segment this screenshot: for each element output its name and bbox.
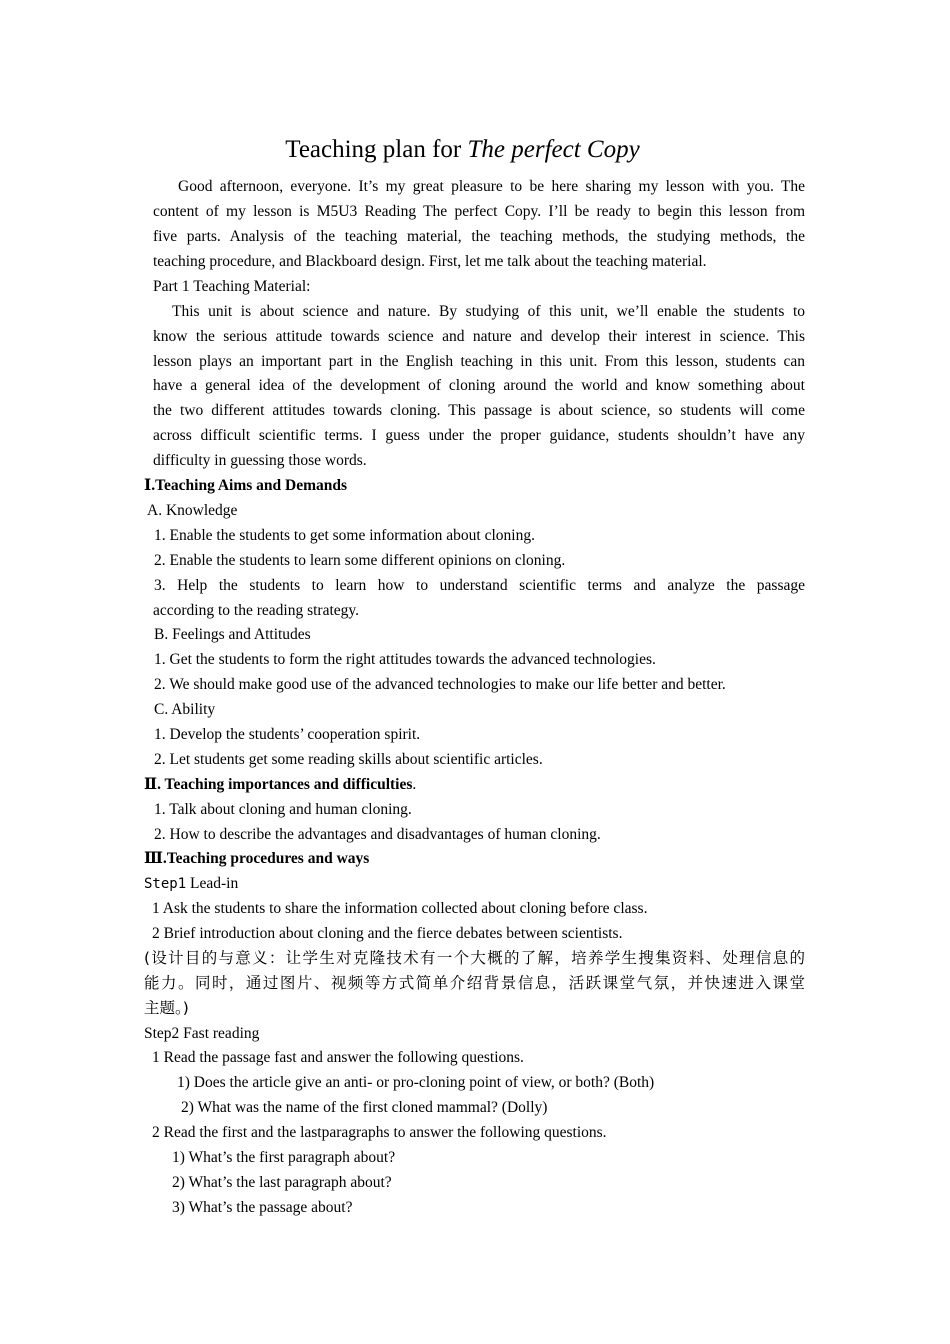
step2-heading: Step2 Fast reading — [144, 1025, 260, 1042]
part1-line-1: This unit is about science and nature. By studying of this unit, we’ll enable the students to — [172, 303, 805, 320]
intro-line-3: five parts. Analysis of the teaching material, the teaching methods, the studying methods, the — [153, 228, 805, 245]
step2-question-2: 2) What was the name of the first cloned mammal? (Dolly) — [181, 1099, 548, 1116]
design-note-line-3: 主题。) — [144, 999, 189, 1017]
paragraph-question-1: 1) What’s the first paragraph about? — [172, 1149, 396, 1166]
intro-line-1: Good afternoon, everyone. It’s my great pleasure to be here sharing my lesson with you. The — [178, 178, 805, 195]
knowledge-item-1: 1. Enable the students to get some information about cloning. — [154, 527, 535, 544]
part1-line-7: difficulty in guessing those words. — [153, 452, 367, 469]
section2-heading: Ⅱ. Teaching importances and difficulties. — [144, 776, 417, 793]
design-note-line-1: (设计目的与意义：让学生对克隆技术有一个大概的了解，培养学生搜集资料、处理信息的 — [144, 949, 805, 967]
intro-line-4: teaching procedure, and Blackboard design. First, let me talk about the teaching material. — [153, 253, 707, 270]
ability-label: C. Ability — [154, 701, 216, 718]
part1-heading: Part 1 Teaching Material: — [153, 278, 311, 295]
paragraph-question-3: 3) What’s the passage about? — [172, 1199, 353, 1216]
part1-line-4: have a general idea of the development of cloning around the world and know something about — [153, 377, 805, 394]
page-title: Teaching plan for The perfect Copy — [285, 136, 640, 163]
design-note-line-2: 能力。同时，通过图片、视频等方式简单介绍背景信息，活跃课堂气氛，并快速进入课堂 — [144, 974, 805, 992]
part1-line-6: across difficult scientific terms. I guess under the proper guidance, students shouldn’t have any — [153, 427, 805, 444]
paragraph-question-2: 2) What’s the last paragraph about? — [172, 1174, 392, 1191]
step1-item-1: 1 Ask the students to share the information collected about cloning before class. — [152, 900, 648, 917]
ability-item-2: 2. Let students get some reading skills about scientific articles. — [154, 751, 543, 768]
knowledge-item-3: 3. Help the students to learn how to understand scientific terms and analyze the passage — [154, 577, 805, 594]
step2-item-1: 1 Read the passage fast and answer the following questions. — [152, 1049, 524, 1066]
part1-line-2: know the serious attitude towards science and nature and develop their interest in science. This — [153, 328, 805, 345]
section1-heading: Ⅰ.Teaching Aims and Demands — [144, 477, 348, 494]
feelings-label: B. Feelings and Attitudes — [154, 626, 311, 643]
step1-item-2: 2 Brief introduction about cloning and the fierce debates between scientists. — [152, 925, 623, 942]
knowledge-label: A. Knowledge — [147, 502, 238, 519]
step1-heading: Step1 Lead-in — [144, 875, 239, 892]
ability-item-1: 1. Develop the students’ cooperation spirit. — [154, 726, 421, 743]
knowledge-item-3-cont: according to the reading strategy. — [153, 602, 360, 619]
feelings-item-1: 1. Get the students to form the right attitudes towards the advanced technologies. — [154, 651, 656, 668]
part1-line-5: the two different attitudes towards cloning. This passage is about science, so students will come — [153, 402, 805, 419]
intro-line-2: content of my lesson is M5U3 Reading The perfect Copy. I’ll be ready to begin this lesson from — [153, 203, 805, 220]
importance-item-2: 2. How to describe the advantages and disadvantages of human cloning. — [154, 826, 601, 843]
feelings-item-2: 2. We should make good use of the advanced technologies to make our life better and better. — [154, 676, 726, 693]
step2-question-1: 1) Does the article give an anti- or pro-cloning point of view, or both? (Both) — [177, 1074, 655, 1091]
part1-line-3: lesson plays an important part in the English teaching in this unit. From this lesson, students can — [153, 353, 805, 370]
step2-item-2: 2 Read the first and the lastparagraphs to answer the following questions. — [152, 1124, 607, 1141]
importance-item-1: 1. Talk about cloning and human cloning. — [154, 801, 412, 818]
knowledge-item-2: 2. Enable the students to learn some different opinions on cloning. — [154, 552, 566, 569]
title-italic: The perfect Copy — [467, 136, 640, 163]
section3-heading: Ⅲ.Teaching procedures and ways — [144, 850, 370, 867]
